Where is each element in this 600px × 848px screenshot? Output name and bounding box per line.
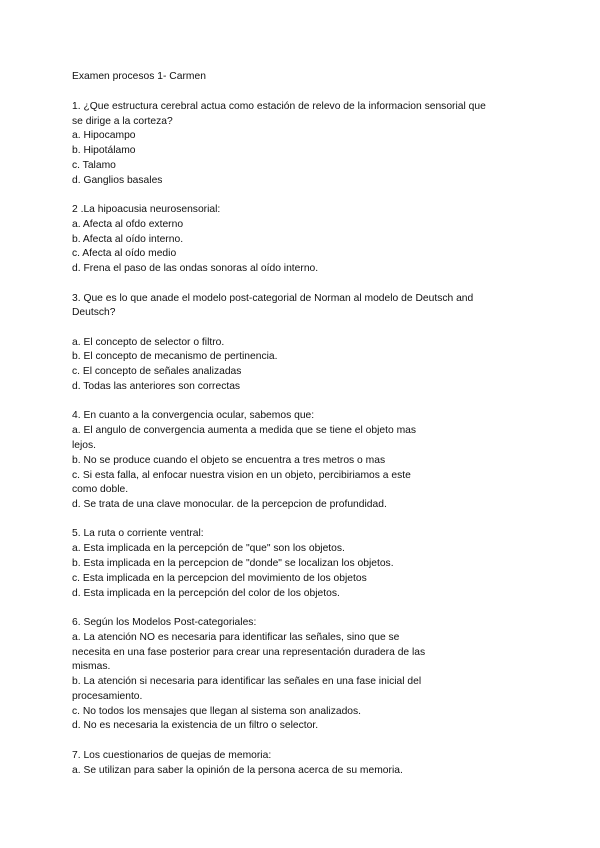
option-line: procesamiento. bbox=[72, 690, 143, 702]
option-line: d. Se trata de una clave monocular. de la percepcion de profundidad. bbox=[72, 499, 387, 511]
answer-option-a bbox=[72, 542, 540, 557]
option-line: d. Frena el paso de las ondas sonoras al oído interno. bbox=[72, 263, 319, 275]
option-line: b. No se produce cuando el objeto se encuentra a tres metros o mas bbox=[72, 454, 386, 466]
question-text-line: 1. ¿Que estructura cerebral actua como estación de relevo de la informacion sensorial que bbox=[72, 100, 486, 112]
answer-option-a bbox=[72, 764, 540, 779]
answer-option-b bbox=[72, 675, 540, 705]
answer-option-b bbox=[72, 557, 540, 572]
answer-option-b bbox=[72, 350, 540, 365]
answer-option-a bbox=[72, 129, 540, 144]
answer-option-a bbox=[72, 424, 540, 454]
question-text bbox=[72, 527, 540, 542]
answer-option-a bbox=[72, 336, 540, 351]
option-line: a. El angulo de convergencia aumenta a medida que se tiene el objeto mas bbox=[72, 425, 417, 437]
question-text-line: 2 .La hipoacusia neurosensorial: bbox=[72, 204, 221, 216]
question-text-line: 6. Según los Modelos Post-categoriales: bbox=[72, 616, 257, 628]
answer-option-d bbox=[72, 587, 540, 602]
option-line: c. Afecta al oído medio bbox=[72, 248, 177, 260]
question-text-line: 7. Los cuestionarios de quejas de memoria: bbox=[72, 749, 272, 761]
question-1 bbox=[72, 100, 540, 189]
exam-title: Examen procesos 1- Carmen bbox=[72, 71, 206, 82]
answer-option-b bbox=[72, 144, 540, 159]
option-line: a. Afecta al ofdo externo bbox=[72, 218, 184, 230]
question-text bbox=[72, 292, 540, 322]
question-text-line: 5. La ruta o corriente ventral: bbox=[72, 528, 204, 540]
question-text-line: Deutsch? bbox=[72, 307, 116, 319]
question-text bbox=[72, 203, 540, 218]
option-line: d. Ganglios basales bbox=[72, 174, 163, 186]
option-line: a. El concepto de selector o filtro. bbox=[72, 336, 225, 348]
option-line: a. Esta implicada en la percepción de "que" son los objetos. bbox=[72, 543, 345, 555]
question-text-line: 4. En cuanto a la convergencia ocular, sabemos que: bbox=[72, 410, 315, 422]
answer-option-a bbox=[72, 218, 540, 233]
option-line: b. Esta implicada en la percepcion de "donde" se localizan los objetos. bbox=[72, 558, 394, 570]
option-line: mismas. bbox=[72, 661, 111, 673]
answer-option-b bbox=[72, 233, 540, 248]
option-line: c. No todos los mensajes que llegan al sistema son analizados. bbox=[72, 705, 362, 717]
option-line: d. Esta implicada en la percepción del color de los objetos. bbox=[72, 587, 340, 599]
answer-option-d bbox=[72, 719, 540, 734]
answer-option-d bbox=[72, 174, 540, 189]
answer-option-c bbox=[72, 247, 540, 262]
question-text bbox=[72, 616, 540, 631]
question-text bbox=[72, 100, 540, 130]
option-line: lejos. bbox=[72, 439, 97, 451]
question-4 bbox=[72, 409, 540, 513]
option-line: b. Afecta al oído interno. bbox=[72, 233, 184, 245]
option-line: a. Se utilizan para saber la opinión de la persona acerca de su memoria. bbox=[72, 764, 403, 776]
answer-option-a bbox=[72, 631, 540, 675]
option-line: c. Esta implicada en la percepcion del movimiento de los objetos bbox=[72, 572, 367, 584]
answer-option-c bbox=[72, 365, 540, 380]
answer-option-c bbox=[72, 469, 540, 499]
option-line: c. Talamo bbox=[72, 159, 116, 171]
option-line: c. El concepto de señales analizadas bbox=[72, 366, 242, 378]
question-3 bbox=[72, 292, 540, 395]
option-line: c. Si esta falla, al enfocar nuestra vision en un objeto, percibiriamos a este bbox=[72, 469, 411, 481]
answer-option-d bbox=[72, 262, 540, 277]
question-7 bbox=[72, 749, 540, 779]
option-line: como doble. bbox=[72, 484, 129, 496]
question-text-line: se dirige a la corteza? bbox=[72, 115, 173, 127]
question-text-line: 3. Que es lo que anade el modelo post-categorial de Norman al modelo de Deutsch and bbox=[72, 292, 474, 304]
answer-option-d bbox=[72, 380, 540, 395]
option-line: necesita en una fase posterior para crear una representación duradera de las bbox=[72, 646, 426, 658]
question-2 bbox=[72, 203, 540, 277]
option-line: d. No es necesaria la existencia de un filtro o selector. bbox=[72, 720, 319, 732]
option-line: b. Hipotálamo bbox=[72, 145, 136, 157]
question-6 bbox=[72, 616, 540, 734]
option-line: a. Hipocampo bbox=[72, 130, 136, 142]
option-line: d. Todas las anteriores son correctas bbox=[72, 381, 241, 393]
answer-option-c bbox=[72, 159, 540, 174]
answer-option-b bbox=[72, 454, 540, 469]
answer-option-d bbox=[72, 498, 540, 513]
answer-option-c bbox=[72, 572, 540, 587]
answer-option-c bbox=[72, 705, 540, 720]
question-text bbox=[72, 749, 540, 764]
option-line: b. El concepto de mecanismo de pertinencia. bbox=[72, 351, 278, 363]
option-line: a. La atención NO es necesaria para identificar las señales, sino que se bbox=[72, 631, 400, 643]
option-line: b. La atención si necesaria para identificar las señales en una fase inicial del bbox=[72, 676, 422, 688]
question-text bbox=[72, 409, 540, 424]
question-5 bbox=[72, 527, 540, 601]
